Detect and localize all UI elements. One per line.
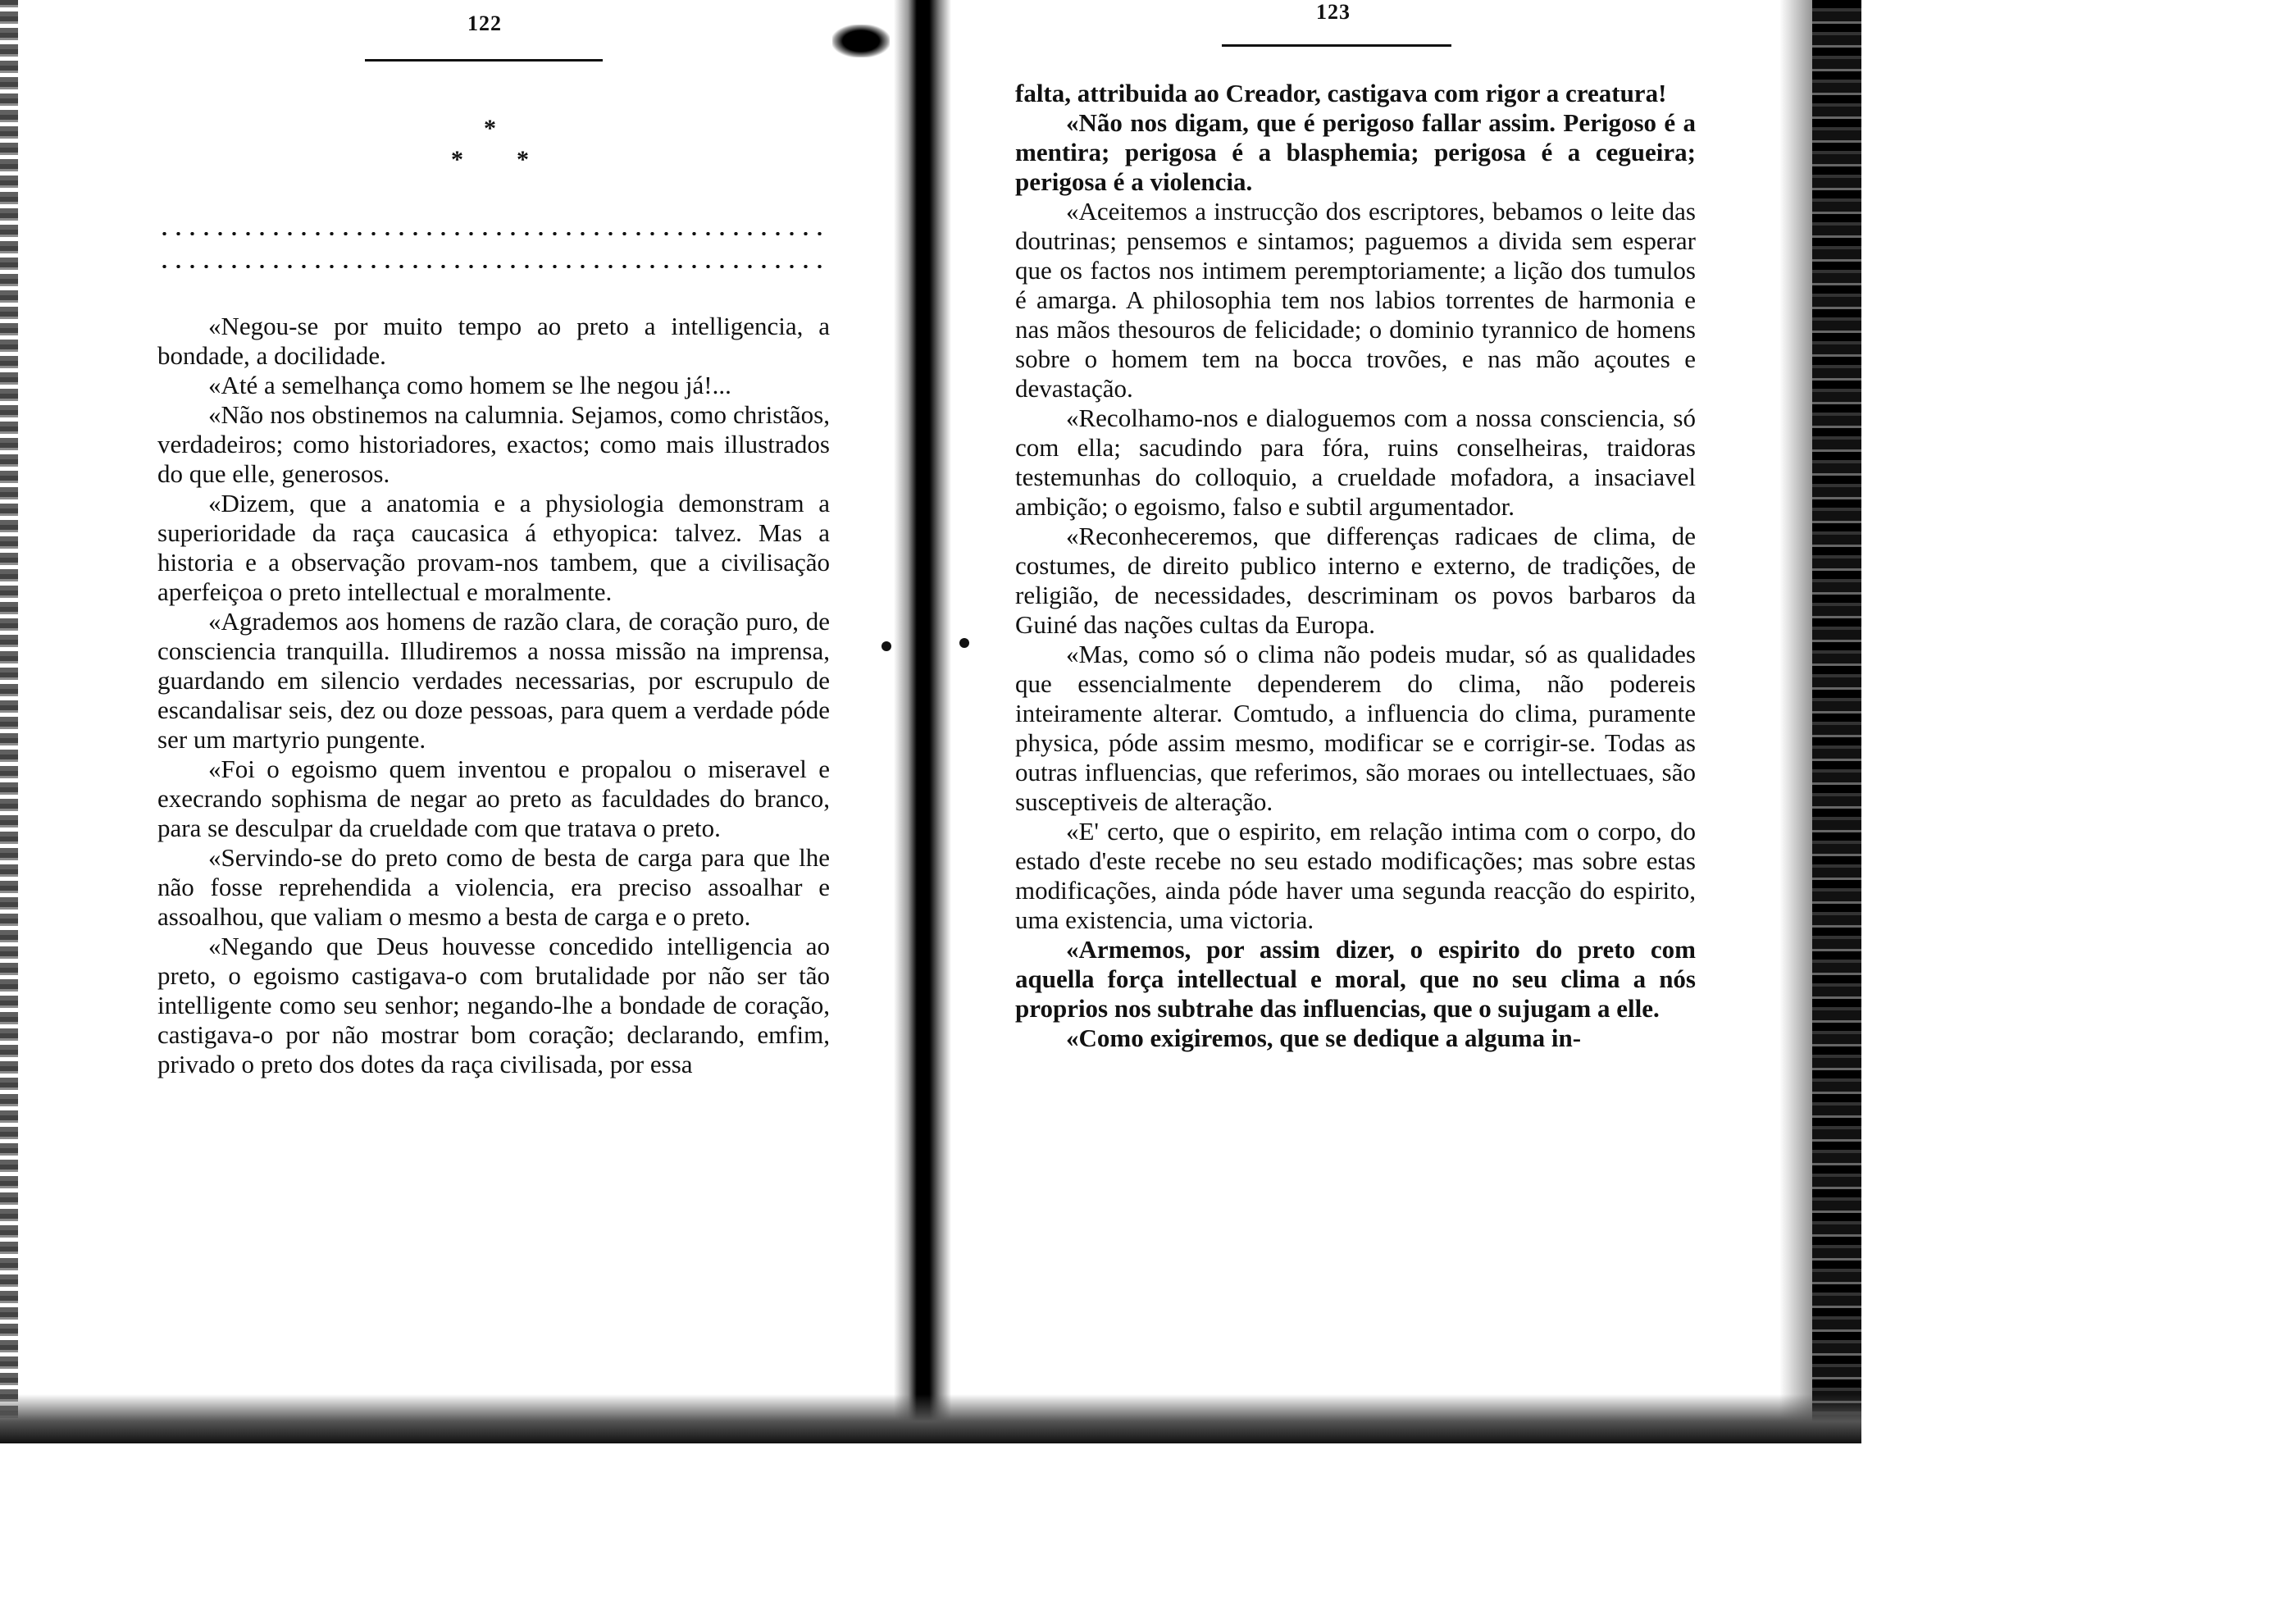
paragraph: «Como exigiremos, que se dedique a alguma in- — [1066, 1024, 1582, 1052]
paragraph: «Não nos digam, que é perigoso fallar assim. Perigoso é a mentira; perigosa é a blasphemia; perigosa é a cegueira; perigosa é a violencia. — [1015, 108, 1696, 196]
right-page-body — [1015, 79, 1696, 1053]
header-rule-left — [365, 59, 603, 62]
paragraph: «Mas, como só o clima não podeis mudar, só as qualidades que essencialmente dependerem do clima, não podereis inteiramente alterar. Comtudo, a influencia do clima, puramente physica, póde assim mesmo, modificar se e corrigir-se. Todas as outras influencias, que referimos, são moraes ou intellectuaes, são susceptiveis de alteração. — [1015, 640, 1696, 816]
bottom-page-edge — [0, 1394, 1861, 1443]
ornament-star-top: * — [484, 115, 496, 142]
paragraph: «Recolhamo-nos e dialoguemos com a nossa consciencia, só com ella; sacudindo para fóra, ruins conselheiras, traidoras testemunhas do colloquio, a crueldade mofadora, a insaciavel ambição; o egoismo, falso e subtil argumentador. — [1015, 404, 1696, 521]
paragraph: «Reconheceremos, que differenças radicaes de clima, de costumes, de direito publico interno e externo, de tradições, de religião, de necessidades, descriminam os povos barbaros da Guiné das nações cultas da Europa. — [1015, 522, 1696, 639]
paragraph: «Negou-se por muito tempo ao preto a intelligencia, a bondade, a docilidade. — [157, 312, 830, 370]
ink-speck — [882, 641, 891, 651]
left-page-body — [157, 312, 830, 1079]
ellipsis-line — [157, 232, 830, 235]
paragraph: «Não nos obstinemos na calumnia. Sejamos, como christãos, verdadeiros; como historiadores, exactos; como mais illustrados do que elle, generosos. — [157, 400, 830, 488]
paragraph: «Negando que Deus houvesse concedido intelligencia ao preto, o egoismo castigava-o com brutalidade por não ser tão intelligente como seu senhor; negando-lhe a bondade de coração, castigava-o por não mostrar bom coração; declarando, emfim, privado o preto dos dotes da raça civilisada, por essa — [157, 932, 830, 1078]
paragraph: «Dizem, que a anatomia e a physiologia demonstram a superioridade da raça caucasica á ethyopica: talvez. Mas a historia e a observação provam-nos tambem, que a civilisação aperfeiçoa o preto intellectual e moralmente. — [157, 489, 830, 606]
ornament-star-right: * — [517, 146, 529, 173]
paragraph: «Armemos, por assim dizer, o espirito do preto com aquella força intellectual e moral, que no seu clima a nós proprios nos subtrahe das influencias, que o sujugam a elle. — [1015, 935, 1696, 1023]
paragraph: «Aceitemos a instrucção dos escriptores, bebamos o leite das doutrinas; pensemos e sintamos; paguemos a divida sem esperar que os factos nos intimem peremptoriamente; a lição dos tumulos é amarga. A philosophia tem nos labios torrentes de harmonia e nas mãos thesouros de felicidade; o dominio tyrannico de homens sobre o homem tem na bocca trovões, e nas mão açoutes e devastação. — [1015, 197, 1696, 403]
paragraph: «Foi o egoismo quem inventou e propalou o miseravel e execrando sophisma de negar ao preto as faculdades do branco, para se desculpar da crueldade com que tratava o preto. — [157, 755, 830, 842]
right-page-edge — [1812, 0, 1861, 1443]
paragraph: «Até a semelhança como homem se lhe negou já!... — [208, 371, 731, 399]
paragraph: «Servindo-se do preto como de besta de carga para que lhe não fosse reprehendida a violencia, era preciso assoalhar e assoalhou, que valiam o mesmo a besta de carga e o preto. — [157, 843, 830, 931]
page-number-left: 122 — [467, 11, 502, 35]
paragraph: falta, attribuida ao Creador, castigava com rigor a creatura! — [1015, 79, 1667, 107]
ellipsis-line — [157, 265, 830, 268]
header-rule-right — [1222, 44, 1451, 47]
left-page-edge — [0, 0, 18, 1443]
ink-speck — [959, 638, 969, 648]
book-gutter — [894, 0, 951, 1443]
ornament-star-left: * — [451, 146, 463, 173]
right-edge-shadow — [1779, 0, 1812, 1443]
page-number-right: 123 — [1316, 0, 1351, 24]
ink-blot — [832, 25, 890, 57]
paragraph: «E' certo, que o espirito, em relação intima com o corpo, do estado d'este recebe no seu estado modificações; mas sobre estas modificações, ainda póde haver uma segunda reacção do espirito, uma existencia, uma victoria. — [1015, 817, 1696, 934]
paragraph: «Agrademos aos homens de razão clara, de coração puro, de consciencia tranquilla. Illudiremos a nossa missão na imprensa, guardando em silencio verdades necessarias, por escrupulo de escandalisar seis, dez ou doze pessoas, para quem a verdade póde ser um martyrio pungente. — [157, 607, 830, 754]
